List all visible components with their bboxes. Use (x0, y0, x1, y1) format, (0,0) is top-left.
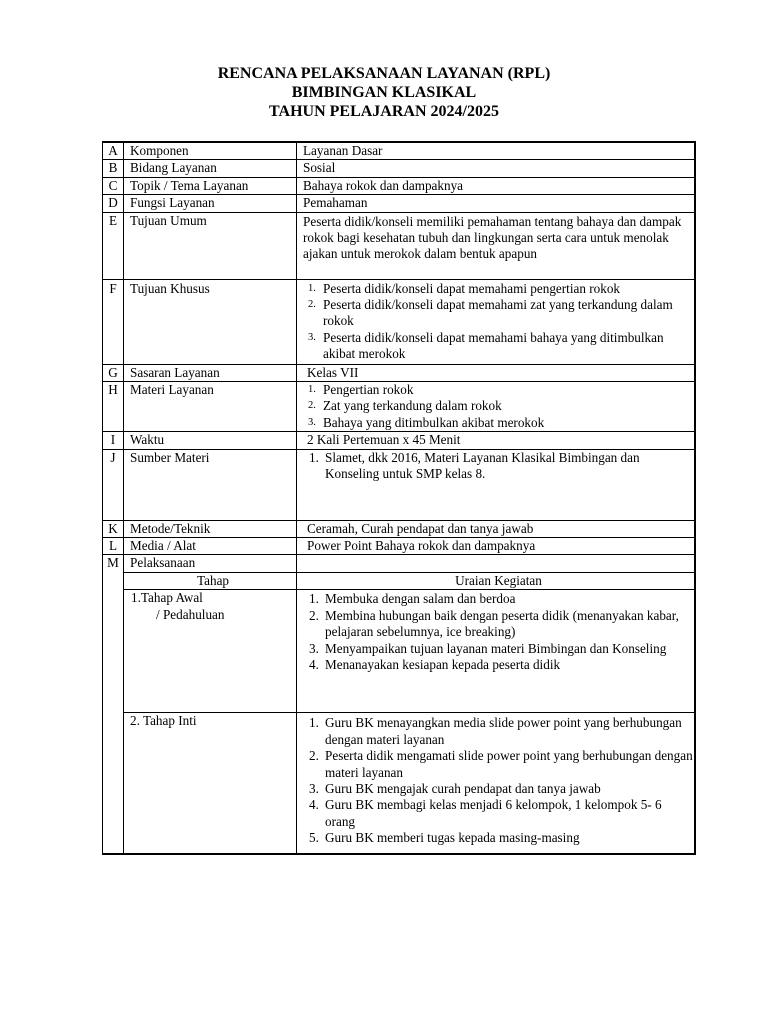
list-item: 1. Peserta didik/konseli dapat memahami pengertian rokok (308, 280, 621, 296)
tahap-awal-number: 1. (131, 590, 141, 606)
row-label: Media / Alat (124, 538, 297, 555)
row-value (297, 279, 696, 364)
row-k (103, 520, 696, 537)
tahap-awal-row (103, 590, 696, 713)
row-label: Sasaran Layanan (124, 364, 297, 381)
row-code: I (103, 432, 124, 449)
title-line-2: BIMBINGAN KLASIKAL (291, 84, 477, 101)
list-item: 2. Membina hubungan baik dengan peserta didik (menanyakan kabar, pelajaran sebelumnya, ice breaking) (309, 607, 679, 640)
row-value: Power Point Bahaya rokok dan dampaknya (297, 538, 696, 555)
list-item: 3. Menyampaikan tujuan layanan materi Bimbingan dan Konseling (309, 640, 667, 656)
row-code: F (103, 279, 124, 364)
title-line-1: RENCANA PELAKSANAAN LAYANAN (RPL) (217, 65, 551, 82)
row-value: Bahaya rokok dan dampaknya (297, 177, 696, 194)
list-item: 2. Peserta didik/konseli dapat memahami zat yang terkandung dalam rokok (308, 297, 673, 329)
list-item: 4. Menanayakan kesiapan kepada peserta didik (309, 656, 561, 672)
row-a (103, 142, 696, 160)
rpl-table (102, 141, 696, 855)
tahap-inti-row (103, 713, 696, 855)
row-code: E (103, 212, 124, 279)
list-item: 4. Guru BK membagi kelas menjadi 6 kelompok, 1 kelompok 5- 6 orang (309, 797, 662, 829)
row-h (103, 382, 696, 432)
tujuan-khusus-list (303, 281, 694, 363)
row-label: Bidang Layanan (124, 160, 297, 177)
list-item: 3. Bahaya yang ditimbulkan akibat merokok (308, 414, 545, 430)
list-item: 1. Slamet, dkk 2016, Materi Layanan Klasikal Bimbingan dan Konseling untuk SMP kelas 8. (309, 449, 640, 482)
row-code: D (103, 195, 124, 212)
row-i (103, 432, 696, 449)
row-label: Metode/Teknik (124, 520, 297, 537)
document-title (0, 64, 768, 121)
list-item: 3. Guru BK mengajak curah pendapat dan tanya jawab (309, 780, 601, 796)
row-code: H (103, 382, 124, 432)
row-c (103, 177, 696, 194)
tahap-awal-line-1: Tahap Awal (140, 590, 203, 606)
list-item: 2. Peserta didik mengamati slide power point yang berhubungan dengan materi layanan (309, 748, 693, 780)
row-value (297, 382, 696, 432)
row-label: Waktu (124, 432, 297, 449)
tahap-awal-list (303, 591, 694, 673)
row-value: Peserta didik/konseli memiliki pemahaman tentang bahaya dan dampak rokok bagi kesehatan tubuh dan lingkungan serta cara untuk menolak ajakan untuk merokok dalam bentuk apapun (297, 212, 696, 279)
row-label: Topik / Tema Layanan (124, 177, 297, 194)
row-label: Sumber Materi (124, 449, 297, 520)
row-code: B (103, 160, 124, 177)
row-code: M (103, 555, 124, 854)
row-code: K (103, 520, 124, 537)
row-value: 2 Kali Pertemuan x 45 Menit (297, 432, 696, 449)
tahap-inti-activities (297, 713, 696, 855)
row-code: A (103, 142, 124, 160)
materi-layanan-list (303, 382, 694, 431)
row-label: Materi Layanan (124, 382, 297, 432)
row-value: Ceramah, Curah pendapat dan tanya jawab (297, 520, 696, 537)
list-item: 1. Pengertian rokok (308, 382, 414, 398)
list-item: 2. Zat yang terkandung dalam rokok (308, 398, 502, 414)
list-item: 1. Guru BK menayangkan media slide power point yang berhubungan dengan materi layanan (309, 715, 682, 747)
row-e (103, 212, 696, 279)
row-g (103, 364, 696, 381)
row-value: Layanan Dasar (297, 142, 696, 160)
row-code: G (103, 364, 124, 381)
row-code: J (103, 449, 124, 520)
row-f (103, 279, 696, 364)
row-label: Fungsi Layanan (124, 195, 297, 212)
row-label: Tujuan Umum (124, 212, 297, 279)
row-l (103, 538, 696, 555)
list-item: 3. Peserta didik/konseli dapat memahami bahaya yang ditimbulkan akibat merokok (308, 329, 664, 362)
row-label: Pelaksanaan (124, 555, 297, 572)
sumber-materi-list (303, 450, 694, 483)
list-item: 5. Guru BK memberi tugas kepada masing-masing (309, 830, 580, 846)
tahap-awal-label (124, 590, 297, 713)
row-value (297, 449, 696, 520)
row-value: Sosial (297, 160, 696, 177)
tahap-awal-line-2: / Pedahuluan (156, 606, 225, 622)
column-header-uraian: Uraian Kegiatan (297, 572, 696, 589)
tahap-awal-activities (297, 590, 696, 713)
row-value: Pemahaman (297, 195, 696, 212)
row-value: Kelas VII (297, 364, 696, 381)
row-b (103, 160, 696, 177)
column-header-tahap: Tahap (124, 572, 297, 589)
row-m (103, 555, 696, 572)
tahap-inti-label: 2. Tahap Inti (124, 713, 297, 855)
row-code: L (103, 538, 124, 555)
row-label: Komponen (124, 142, 297, 160)
row-d (103, 195, 696, 212)
row-j (103, 449, 696, 520)
title-line-3: TAHUN PELAJARAN 2024/2025 (269, 103, 499, 120)
row-label: Tujuan Khusus (124, 279, 297, 364)
row-code: C (103, 177, 124, 194)
list-item: 1. Membuka dengan salam dan berdoa (309, 591, 516, 607)
tahap-inti-list (303, 715, 694, 846)
row-value (297, 555, 696, 572)
pelaksanaan-header-row (103, 572, 696, 589)
